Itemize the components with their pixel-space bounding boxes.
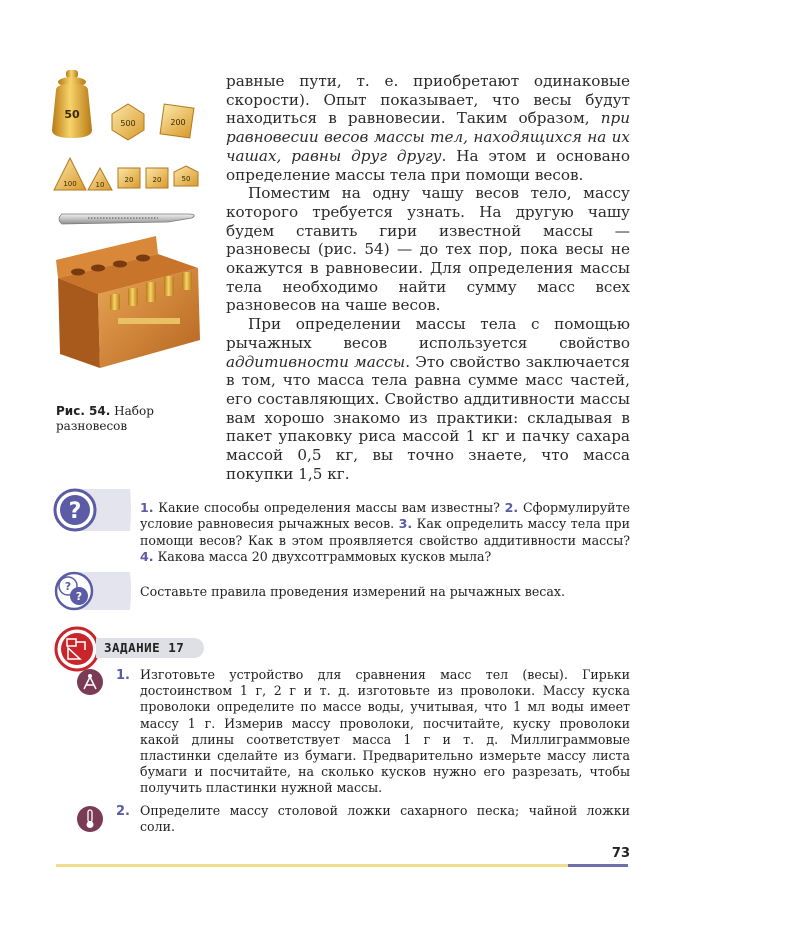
svg-text:20: 20 [152, 176, 162, 184]
weights-box [56, 236, 200, 368]
svg-text:?: ? [75, 590, 83, 603]
weight-20-square-b [146, 168, 168, 188]
weight-50-cylinder [52, 70, 92, 138]
svg-text:200: 200 [170, 118, 186, 127]
svg-text:50: 50 [64, 108, 80, 121]
footer-rule [56, 864, 568, 867]
body-text [226, 72, 630, 483]
page-number: 73 [611, 846, 630, 861]
weight-10-triangle [88, 168, 112, 190]
discussion-icon [52, 570, 132, 612]
weights-illustration [48, 68, 228, 398]
task-2-text: Определите массу столовой ложки сахарного песка; чайной ложки соли. [140, 803, 630, 835]
thermometer-icon [76, 805, 104, 833]
task-label: ЗАДАНИЕ 17 [96, 638, 204, 658]
task-2-number: 2. [116, 804, 130, 819]
svg-text:500: 500 [120, 119, 136, 128]
svg-text:20: 20 [124, 176, 134, 184]
weight-100-triangle [54, 158, 86, 190]
discussion-text: Составьте правила проведения измерений на рычажных весах. [140, 584, 565, 599]
paragraph-3: При определении массы тела с помощью рычажных весов используется свойство аддитивности массы. Это свойство заключается в том, что масса тела равна сумме масс частей, его составляющих. Свойство аддитивности массы вам хорошо знакомо из практики: складывая в пакет упаковку риса массой 1 кг и пачку сахара массой 0,5 кг, вы точно знаете, что масса покупки 1,5 кг. [226, 315, 630, 483]
question-2: 2. Сформулируйте условие равновесия рычажных весов. [140, 500, 630, 532]
task-1-number: 1. [116, 668, 130, 683]
question-icon [52, 487, 132, 533]
compass-icon [76, 668, 104, 696]
weight-50-pentagon [174, 166, 198, 186]
svg-text:100: 100 [63, 180, 77, 188]
svg-text:?: ? [64, 580, 72, 593]
weight-20-square-a [118, 168, 140, 188]
weight-500-plate [112, 104, 144, 140]
figure-caption: Рис. 54. Набор разновесов [56, 404, 154, 433]
svg-text:?: ? [68, 499, 82, 524]
task-icon [54, 626, 100, 672]
svg-text:10: 10 [95, 181, 105, 189]
questions-list [140, 500, 630, 566]
footer-rule-accent [568, 864, 628, 867]
weight-200-plate [160, 104, 194, 138]
question-4: 4. Какова масса 20 двухсотграммовых кусков мыла? [140, 549, 492, 565]
tweezers-icon [59, 214, 194, 224]
paragraph-1: равные пути, т. е. приобретают одинаковые скорости). Опыт показывает, что весы будут находиться в равновесии. Таким образом, при равновесии весов массы тел, находящихся на их чашах, равны друг другу. На этом и основано определение массы тела при помощи весов. [226, 72, 630, 184]
question-3: 3. Как определить массу тела при помощи весов? Как в этом проявляется свойство аддитивности массы? [140, 516, 630, 548]
svg-text:50: 50 [181, 175, 191, 183]
paragraph-2: Поместим на одну чашу весов тело, массу которого требуется узнать. На другую чашу будем ставить гири известной массы — разновесы (рис. 54) — до тех пор, пока весы не окажутся в равновесии. Для определения массы тела необходимо найти сумму масс всех разновесов на чаше весов. [226, 184, 630, 315]
task-1-text: Изготовьте устройство для сравнения масс тел (весы). Гирьки достоинством 1 г, 2 г и т. д. изготовьте из проволоки. Массу куска проволоки определите по массе воды, учитывая, что 1 мл воды имеет массу 1 г. Измерив массу проволоки, посчитайте, куску проволоки какой длины соответствует масса 1 г и т. д. Миллиграммовые пластинки сделайте из бумаги. Предварительно измерьте массу листа бумаги и посчитайте, на сколько кусков нужно его разрезать, чтобы получить пластинки нужной массы. [140, 667, 630, 796]
question-1: 1. Какие способы определения массы вам известны? [140, 500, 505, 515]
